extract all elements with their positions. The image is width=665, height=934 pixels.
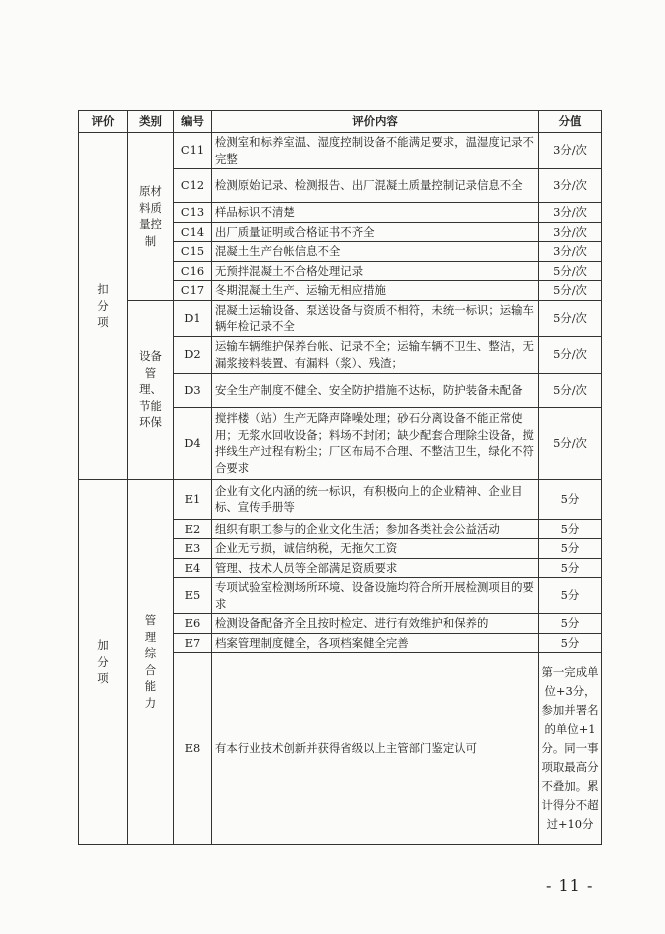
header-score: 分值 xyxy=(539,111,602,133)
row-score: 3分/次 xyxy=(539,169,602,203)
row-content: 混凝土运输设备、泵送设备与资质不相符，未统一标识；运输车辆年检记录不全 xyxy=(212,300,539,336)
row-content: 档案管理制度健全，各项档案健全完善 xyxy=(212,633,539,653)
row-score: 5分/次 xyxy=(539,300,602,336)
row-score: 5分 xyxy=(539,633,602,653)
row-code: E5 xyxy=(174,578,212,614)
table-row xyxy=(79,300,602,336)
row-content: 管理、技术人员等全部满足资质要求 xyxy=(212,558,539,578)
row-code: C13 xyxy=(174,203,212,223)
row-content: 无预拌混凝土不合格处理记录 xyxy=(212,261,539,281)
group-label-deduction: 扣 分 项 xyxy=(79,133,128,480)
header-category: 类别 xyxy=(128,111,174,133)
row-code: C11 xyxy=(174,133,212,169)
row-code: E4 xyxy=(174,558,212,578)
row-score: 5分/次 xyxy=(539,407,602,479)
category-label-management: 管 理 综 合 能 力 xyxy=(128,479,174,845)
row-score: 5分 xyxy=(539,519,602,539)
table-row xyxy=(79,133,602,169)
row-code: E7 xyxy=(174,633,212,653)
row-code: E3 xyxy=(174,539,212,559)
category-label-equipment: 设备 管 理、 节能 环保 xyxy=(128,300,174,479)
row-score: 5分/次 xyxy=(539,281,602,301)
row-content: 组织有职工参与的企业文化生活；参加各类社会公益活动 xyxy=(212,519,539,539)
row-code: C15 xyxy=(174,242,212,262)
row-content: 搅拌楼（站）生产无降声降噪处理；砂石分离设备不能正常使用；无浆水回收设备；料场不封闭；缺少配套合理除尘设备，搅拌线生产过程有粉尘；厂区布局不合理、不整洁卫生，绿化不符合要求 xyxy=(212,407,539,479)
row-content: 混凝土生产台帐信息不全 xyxy=(212,242,539,262)
row-content: 样品标识不清楚 xyxy=(212,203,539,223)
row-code: C14 xyxy=(174,222,212,242)
row-code: C12 xyxy=(174,169,212,203)
row-code: D2 xyxy=(174,336,212,373)
row-score: 5分 xyxy=(539,479,602,519)
row-content: 有本行业技术创新并获得省级以上主管部门鉴定认可 xyxy=(212,653,539,845)
row-content: 检测设备配备齐全且按时检定、进行有效维护和保养的 xyxy=(212,614,539,634)
row-content: 企业无亏损，诚信纳税，无拖欠工资 xyxy=(212,539,539,559)
row-code: D1 xyxy=(174,300,212,336)
row-score: 第一完成单位+3分，参加并署名的单位+1分。同一事项取最高分不叠加。累计得分不超过+10分 xyxy=(539,653,602,845)
row-code: E8 xyxy=(174,653,212,845)
row-score: 3分/次 xyxy=(539,203,602,223)
row-content: 企业有文化内涵的统一标识，有积极向上的企业精神、企业目标、宣传手册等 xyxy=(212,479,539,519)
row-code: C16 xyxy=(174,261,212,281)
row-code: C17 xyxy=(174,281,212,301)
row-content: 冬期混凝土生产、运输无相应措施 xyxy=(212,281,539,301)
header-evaluation: 评价 xyxy=(79,111,128,133)
header-row xyxy=(79,111,602,133)
header-code: 编号 xyxy=(174,111,212,133)
group-label-bonus: 加 分 项 xyxy=(79,479,128,845)
row-score: 3分/次 xyxy=(539,133,602,169)
row-code: D4 xyxy=(174,407,212,479)
row-code: E6 xyxy=(174,614,212,634)
row-score: 5分 xyxy=(539,539,602,559)
row-content: 专项试验室检测场所环境、设备设施均符合所开展检测项目的要求 xyxy=(212,578,539,614)
row-content: 安全生产制度不健全、安全防护措施不达标，防护装备未配备 xyxy=(212,373,539,407)
row-score: 5分 xyxy=(539,614,602,634)
row-code: E1 xyxy=(174,479,212,519)
row-score: 3分/次 xyxy=(539,222,602,242)
row-score: 5分/次 xyxy=(539,373,602,407)
row-content: 出厂质量证明或合格证书不齐全 xyxy=(212,222,539,242)
row-score: 5分/次 xyxy=(539,261,602,281)
row-score: 5分 xyxy=(539,558,602,578)
evaluation-table xyxy=(78,110,602,845)
row-score: 5分/次 xyxy=(539,336,602,373)
row-code: E2 xyxy=(174,519,212,539)
page-number: - 11 - xyxy=(546,876,594,895)
row-code: D3 xyxy=(174,373,212,407)
row-content: 运输车辆维护保养台帐、记录不全；运输车辆不卫生、整洁，无漏浆接料装置、有漏料（浆）、残渣； xyxy=(212,336,539,373)
category-label-material: 原材 料质 量控 制 xyxy=(128,133,174,301)
table-row xyxy=(79,479,602,519)
row-score: 5分 xyxy=(539,578,602,614)
row-content: 检测原始记录、检测报告、出厂混凝土质量控制记录信息不全 xyxy=(212,169,539,203)
header-content: 评价内容 xyxy=(212,111,539,133)
row-content: 检测室和标养室温、湿度控制设备不能满足要求，温湿度记录不完整 xyxy=(212,133,539,169)
row-score: 3分/次 xyxy=(539,242,602,262)
